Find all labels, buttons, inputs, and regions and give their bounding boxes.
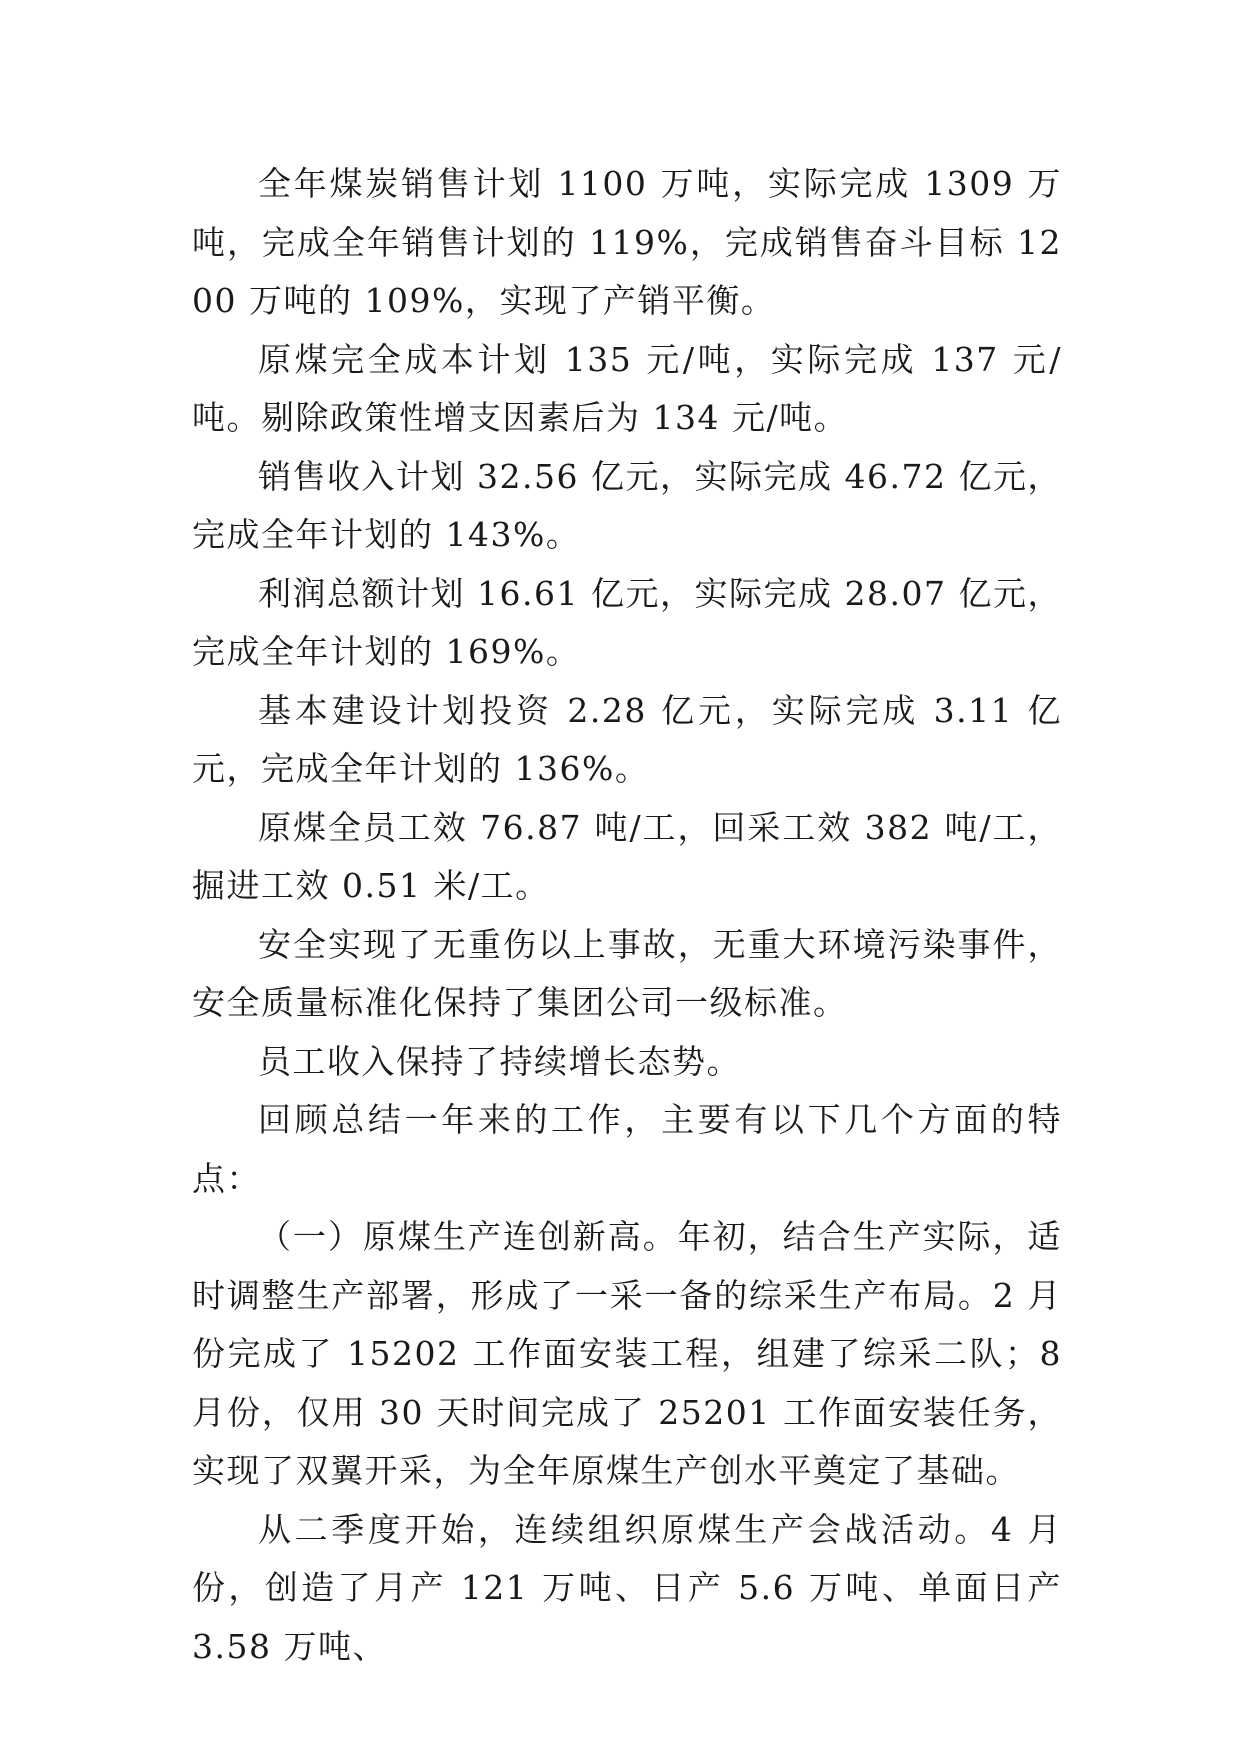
paragraph-total-profit: 利润总额计划 16.61 亿元，实际完成 28.07 亿元，完成全年计划的 169%。 [192, 573, 1062, 671]
document-body [192, 155, 1062, 1676]
paragraph-section-one: （一）原煤生产连创新高。年初，结合生产实际，适时调整生产部署，形成了一采一备的综采生产布局。2 月份完成了 15202 工作面安装工程，组建了综采二队；8 月份，仅用 30 天时间完成了 25201 工作面安装任务，实现了双翼开采，为全年原煤生产创水平奠定了基础。 [192, 1217, 1062, 1490]
paragraph-capital-investment: 基本建设计划投资 2.28 亿元，实际完成 3.11 亿元，完成全年计划的 136%。 [192, 690, 1062, 788]
paragraph-sales-revenue: 销售收入计划 32.56 亿元，实际完成 46.72 亿元，完成全年计划的 143%。 [192, 456, 1062, 554]
paragraph-coal-sales: 全年煤炭销售计划 1100 万吨，实际完成 1309 万吨，完成全年销售计划的 119%，完成销售奋斗目标 1200 万吨的 109%，实现了产销平衡。 [192, 164, 1062, 320]
paragraph-employee-income: 员工收入保持了持续增长态势。 [258, 1041, 741, 1081]
paragraph-safety: 安全实现了无重伤以上事故，无重大环境污染事件，安全质量标准化保持了集团公司一级标准。 [192, 924, 1062, 1022]
paragraph-review-intro: 回顾总结一年来的工作，主要有以下几个方面的特点： [192, 1100, 1062, 1198]
paragraph-labor-efficiency: 原煤全员工效 76.87 吨/工，回采工效 382 吨/工，掘进工效 0.51 米/工。 [192, 807, 1062, 905]
paragraph-raw-coal-cost: 原煤完全成本计划 135 元/吨，实际完成 137 元/吨。剔除政策性增支因素后为 134 元/吨。 [192, 339, 1062, 437]
paragraph-production-campaign: 从二季度开始，连续组织原煤生产会战活动。4 月份，创造了月产 121 万吨、日产 5.6 万吨、单面日产 3.58 万吨、 [192, 1509, 1062, 1666]
